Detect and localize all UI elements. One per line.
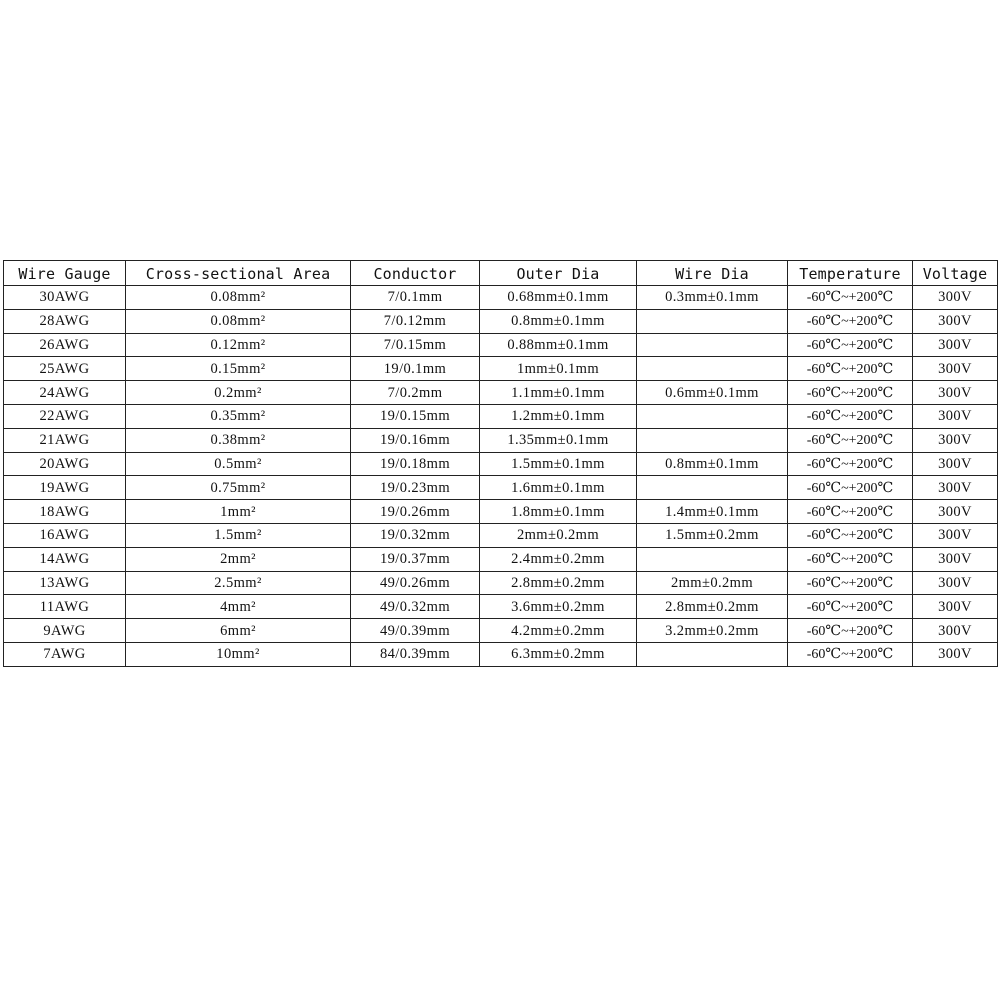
wire-gauge-cell: 20AWG bbox=[4, 452, 126, 476]
voltage-cell: 300V bbox=[913, 381, 998, 405]
temperature-cell: -60℃~+200℃ bbox=[788, 381, 913, 405]
outer-dia-cell: 0.8mm±0.1mm bbox=[480, 309, 637, 333]
header-cross-sectional-area: Cross-sectional Area bbox=[126, 261, 351, 286]
wire-gauge-cell: 24AWG bbox=[4, 381, 126, 405]
wire-gauge-cell: 16AWG bbox=[4, 523, 126, 547]
voltage-cell: 300V bbox=[913, 309, 998, 333]
temperature-cell: -60℃~+200℃ bbox=[788, 357, 913, 381]
wire-gauge-cell: 11AWG bbox=[4, 595, 126, 619]
table-row bbox=[4, 452, 998, 476]
outer-dia-cell: 2mm±0.2mm bbox=[480, 523, 637, 547]
table-row bbox=[4, 500, 998, 524]
temperature-cell: -60℃~+200℃ bbox=[788, 595, 913, 619]
wire-gauge-cell: 26AWG bbox=[4, 333, 126, 357]
cross-sectional-area-cell: 0.38mm² bbox=[126, 428, 351, 452]
cross-sectional-area-cell: 0.2mm² bbox=[126, 381, 351, 405]
table-row bbox=[4, 309, 998, 333]
wire-gauge-cell: 22AWG bbox=[4, 404, 126, 428]
outer-dia-cell: 1.2mm±0.1mm bbox=[480, 404, 637, 428]
voltage-cell: 300V bbox=[913, 595, 998, 619]
cross-sectional-area-cell: 0.15mm² bbox=[126, 357, 351, 381]
wire-dia-cell bbox=[637, 333, 788, 357]
header-row bbox=[4, 261, 998, 286]
conductor-cell: 19/0.18mm bbox=[351, 452, 480, 476]
table-row bbox=[4, 523, 998, 547]
wire-dia-cell: 2mm±0.2mm bbox=[637, 571, 788, 595]
conductor-cell: 7/0.15mm bbox=[351, 333, 480, 357]
conductor-cell: 7/0.1mm bbox=[351, 286, 480, 310]
cross-sectional-area-cell: 6mm² bbox=[126, 619, 351, 643]
wire-dia-cell bbox=[637, 357, 788, 381]
wire-gauge-cell: 7AWG bbox=[4, 642, 126, 666]
voltage-cell: 300V bbox=[913, 404, 998, 428]
temperature-cell: -60℃~+200℃ bbox=[788, 523, 913, 547]
conductor-cell: 19/0.16mm bbox=[351, 428, 480, 452]
wire-dia-cell: 0.3mm±0.1mm bbox=[637, 286, 788, 310]
conductor-cell: 7/0.12mm bbox=[351, 309, 480, 333]
wire-dia-cell bbox=[637, 476, 788, 500]
wire-gauge-cell: 28AWG bbox=[4, 309, 126, 333]
header-outer-dia: Outer Dia bbox=[480, 261, 637, 286]
voltage-cell: 300V bbox=[913, 286, 998, 310]
temperature-cell: -60℃~+200℃ bbox=[788, 500, 913, 524]
cross-sectional-area-cell: 0.75mm² bbox=[126, 476, 351, 500]
wire-dia-cell bbox=[637, 428, 788, 452]
voltage-cell: 300V bbox=[913, 333, 998, 357]
cross-sectional-area-cell: 2mm² bbox=[126, 547, 351, 571]
wire-gauge-cell: 30AWG bbox=[4, 286, 126, 310]
conductor-cell: 49/0.39mm bbox=[351, 619, 480, 643]
table-row bbox=[4, 404, 998, 428]
outer-dia-cell: 4.2mm±0.2mm bbox=[480, 619, 637, 643]
conductor-cell: 49/0.32mm bbox=[351, 595, 480, 619]
outer-dia-cell: 2.4mm±0.2mm bbox=[480, 547, 637, 571]
wire-gauge-cell: 9AWG bbox=[4, 619, 126, 643]
wire-dia-cell: 0.6mm±0.1mm bbox=[637, 381, 788, 405]
wire-gauge-cell: 13AWG bbox=[4, 571, 126, 595]
cross-sectional-area-cell: 0.35mm² bbox=[126, 404, 351, 428]
cross-sectional-area-cell: 4mm² bbox=[126, 595, 351, 619]
temperature-cell: -60℃~+200℃ bbox=[788, 476, 913, 500]
cross-sectional-area-cell: 1mm² bbox=[126, 500, 351, 524]
outer-dia-cell: 2.8mm±0.2mm bbox=[480, 571, 637, 595]
table-header bbox=[4, 261, 998, 286]
table-row bbox=[4, 642, 998, 666]
conductor-cell: 19/0.26mm bbox=[351, 500, 480, 524]
conductor-cell: 7/0.2mm bbox=[351, 381, 480, 405]
temperature-cell: -60℃~+200℃ bbox=[788, 333, 913, 357]
cross-sectional-area-cell: 10mm² bbox=[126, 642, 351, 666]
conductor-cell: 49/0.26mm bbox=[351, 571, 480, 595]
temperature-cell: -60℃~+200℃ bbox=[788, 571, 913, 595]
wire-gauge-cell: 18AWG bbox=[4, 500, 126, 524]
temperature-cell: -60℃~+200℃ bbox=[788, 309, 913, 333]
temperature-cell: -60℃~+200℃ bbox=[788, 619, 913, 643]
temperature-cell: -60℃~+200℃ bbox=[788, 642, 913, 666]
cross-sectional-area-cell: 0.12mm² bbox=[126, 333, 351, 357]
wire-dia-cell: 1.4mm±0.1mm bbox=[637, 500, 788, 524]
conductor-cell: 19/0.32mm bbox=[351, 523, 480, 547]
temperature-cell: -60℃~+200℃ bbox=[788, 547, 913, 571]
outer-dia-cell: 1.1mm±0.1mm bbox=[480, 381, 637, 405]
table-row bbox=[4, 428, 998, 452]
wire-dia-cell: 3.2mm±0.2mm bbox=[637, 619, 788, 643]
wire-dia-cell bbox=[637, 642, 788, 666]
conductor-cell: 84/0.39mm bbox=[351, 642, 480, 666]
cross-sectional-area-cell: 1.5mm² bbox=[126, 523, 351, 547]
conductor-cell: 19/0.37mm bbox=[351, 547, 480, 571]
outer-dia-cell: 0.88mm±0.1mm bbox=[480, 333, 637, 357]
voltage-cell: 300V bbox=[913, 523, 998, 547]
voltage-cell: 300V bbox=[913, 619, 998, 643]
table-body bbox=[4, 286, 998, 667]
cross-sectional-area-cell: 2.5mm² bbox=[126, 571, 351, 595]
table-row bbox=[4, 571, 998, 595]
conductor-cell: 19/0.1mm bbox=[351, 357, 480, 381]
wire-dia-cell bbox=[637, 404, 788, 428]
header-temperature: Temperature bbox=[788, 261, 913, 286]
wire-spec-table-container bbox=[3, 260, 997, 667]
wire-dia-cell: 2.8mm±0.2mm bbox=[637, 595, 788, 619]
temperature-cell: -60℃~+200℃ bbox=[788, 452, 913, 476]
voltage-cell: 300V bbox=[913, 500, 998, 524]
conductor-cell: 19/0.23mm bbox=[351, 476, 480, 500]
table-row bbox=[4, 333, 998, 357]
voltage-cell: 300V bbox=[913, 571, 998, 595]
conductor-cell: 19/0.15mm bbox=[351, 404, 480, 428]
voltage-cell: 300V bbox=[913, 642, 998, 666]
outer-dia-cell: 6.3mm±0.2mm bbox=[480, 642, 637, 666]
voltage-cell: 300V bbox=[913, 428, 998, 452]
cross-sectional-area-cell: 0.5mm² bbox=[126, 452, 351, 476]
header-wire-gauge: Wire Gauge bbox=[4, 261, 126, 286]
cross-sectional-area-cell: 0.08mm² bbox=[126, 309, 351, 333]
cross-sectional-area-cell: 0.08mm² bbox=[126, 286, 351, 310]
table-row bbox=[4, 547, 998, 571]
wire-gauge-cell: 14AWG bbox=[4, 547, 126, 571]
wire-spec-table bbox=[3, 260, 998, 667]
outer-dia-cell: 3.6mm±0.2mm bbox=[480, 595, 637, 619]
wire-gauge-cell: 19AWG bbox=[4, 476, 126, 500]
header-conductor: Conductor bbox=[351, 261, 480, 286]
wire-dia-cell: 1.5mm±0.2mm bbox=[637, 523, 788, 547]
outer-dia-cell: 1mm±0.1mm bbox=[480, 357, 637, 381]
outer-dia-cell: 1.6mm±0.1mm bbox=[480, 476, 637, 500]
wire-gauge-cell: 21AWG bbox=[4, 428, 126, 452]
voltage-cell: 300V bbox=[913, 547, 998, 571]
table-row bbox=[4, 476, 998, 500]
header-voltage: Voltage bbox=[913, 261, 998, 286]
wire-dia-cell: 0.8mm±0.1mm bbox=[637, 452, 788, 476]
table-row bbox=[4, 595, 998, 619]
temperature-cell: -60℃~+200℃ bbox=[788, 428, 913, 452]
outer-dia-cell: 1.8mm±0.1mm bbox=[480, 500, 637, 524]
voltage-cell: 300V bbox=[913, 476, 998, 500]
voltage-cell: 300V bbox=[913, 357, 998, 381]
table-row bbox=[4, 357, 998, 381]
outer-dia-cell: 1.35mm±0.1mm bbox=[480, 428, 637, 452]
wire-dia-cell bbox=[637, 309, 788, 333]
wire-gauge-cell: 25AWG bbox=[4, 357, 126, 381]
outer-dia-cell: 1.5mm±0.1mm bbox=[480, 452, 637, 476]
header-wire-dia: Wire Dia bbox=[637, 261, 788, 286]
temperature-cell: -60℃~+200℃ bbox=[788, 286, 913, 310]
temperature-cell: -60℃~+200℃ bbox=[788, 404, 913, 428]
table-row bbox=[4, 381, 998, 405]
table-row bbox=[4, 286, 998, 310]
table-row bbox=[4, 619, 998, 643]
voltage-cell: 300V bbox=[913, 452, 998, 476]
outer-dia-cell: 0.68mm±0.1mm bbox=[480, 286, 637, 310]
wire-dia-cell bbox=[637, 547, 788, 571]
